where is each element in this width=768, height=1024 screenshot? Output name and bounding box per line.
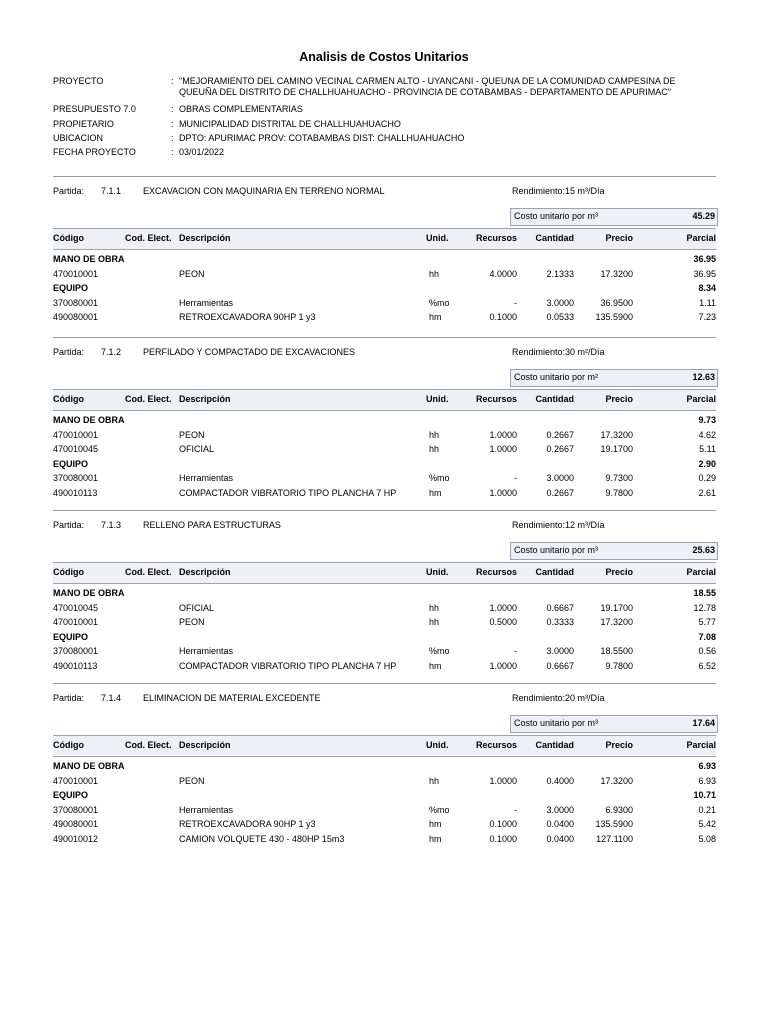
- item-recursos: -: [514, 297, 517, 308]
- column-header-cod-elect: Cod. Elect.: [125, 233, 172, 243]
- column-header-cantidad: Cantidad: [535, 394, 574, 404]
- group-total: 36.95: [693, 254, 716, 264]
- item-code: 490010113: [53, 661, 98, 671]
- partida-separator: [53, 176, 716, 177]
- unit-cost-box: [510, 369, 718, 387]
- item-description: PEON: [179, 775, 205, 786]
- group-name: EQUIPO: [53, 283, 89, 294]
- column-header-unid: Unid.: [426, 740, 449, 750]
- item-unit: %mo: [429, 297, 450, 308]
- partida-number: 7.1.4: [101, 693, 122, 703]
- item-recursos: 1.0000: [489, 775, 517, 786]
- item-description: PEON: [179, 429, 205, 440]
- partida-description: PERFILADO Y COMPACTADO DE EXCAVACIONES: [143, 347, 356, 357]
- item-recursos: 0.1000: [489, 312, 517, 323]
- partida-label: Partida:: [53, 520, 85, 530]
- column-header-descripcion: Descripción: [179, 233, 231, 243]
- item-code: 490080001: [53, 819, 99, 830]
- item-code: 470010001: [53, 268, 99, 279]
- item-precio: 9.7800: [605, 661, 633, 671]
- column-header-cantidad: Cantidad: [535, 740, 574, 750]
- header-value: OBRAS COMPLEMENTARIAS: [179, 104, 303, 114]
- group-total: 10.71: [693, 790, 716, 801]
- item-recursos: -: [514, 804, 517, 815]
- group-total: 7.08: [698, 631, 716, 642]
- table-header: [53, 389, 716, 411]
- item-recursos: 0.5000: [489, 617, 517, 628]
- column-header-codigo: Código: [53, 740, 84, 750]
- partida-separator: [53, 683, 716, 684]
- item-code: 470010045: [53, 444, 99, 455]
- group-total: 2.90: [698, 458, 716, 469]
- item-description: COMPACTADOR VIBRATORIO TIPO PLANCHA 7 HP: [179, 488, 397, 498]
- partida-label: Partida:: [53, 693, 85, 703]
- header-row: [53, 104, 716, 116]
- partida-rendimiento: Rendimiento:12 m³/Día: [512, 520, 605, 530]
- item-parcial: 0.29: [698, 473, 716, 484]
- item-description: RETROEXCAVADORA 90HP 1 y3: [179, 819, 316, 830]
- page-title: Analisis de Costos Unitarios: [299, 50, 469, 64]
- unit-cost-value: 25.63: [692, 545, 715, 555]
- item-cantidad: 3.0000: [546, 646, 574, 657]
- column-header-parcial: Parcial: [686, 567, 716, 577]
- item-recursos: 1.0000: [489, 444, 517, 455]
- item-parcial: 0.56: [698, 646, 716, 657]
- item-unit: hm: [429, 834, 442, 844]
- item-code: 370080001: [53, 297, 99, 308]
- item-cantidad: 0.0533: [546, 312, 574, 323]
- item-description: Herramientas: [179, 804, 234, 815]
- group-name: EQUIPO: [53, 458, 89, 469]
- item-description: CAMION VOLQUETE 430 - 480HP 15m3: [179, 834, 345, 844]
- item-precio: 19.1700: [600, 602, 633, 613]
- item-recursos: 1.0000: [489, 429, 517, 440]
- item-parcial: 36.95: [693, 268, 716, 279]
- item-unit: hm: [429, 661, 442, 671]
- unit-cost-value: 17.64: [692, 718, 715, 728]
- table-header: [53, 228, 716, 250]
- item-code: 370080001: [53, 473, 99, 484]
- header-label: UBICACION: [53, 133, 104, 143]
- header-value: MUNICIPALIDAD DISTRITAL DE CHALLHUAHUACHO: [179, 119, 401, 129]
- column-header-precio: Precio: [605, 740, 633, 750]
- column-header-precio: Precio: [605, 567, 633, 577]
- group-name: MANO DE OBRA: [53, 588, 125, 598]
- header-colon: :: [171, 119, 174, 129]
- partida-number: 7.1.1: [101, 186, 122, 196]
- item-description: RETROEXCAVADORA 90HP 1 y3: [179, 312, 316, 323]
- column-header-unid: Unid.: [426, 567, 449, 577]
- item-description: COMPACTADOR VIBRATORIO TIPO PLANCHA 7 HP: [179, 661, 397, 671]
- item-code: 490010012: [53, 834, 99, 844]
- item-unit: hh: [429, 444, 440, 455]
- item-cantidad: 3.0000: [546, 473, 574, 484]
- item-unit: hh: [429, 602, 440, 613]
- partida-number: 7.1.3: [101, 520, 122, 530]
- item-precio: 135.5900: [595, 312, 633, 323]
- item-cantidad: 0.2667: [546, 488, 574, 498]
- column-header-cod-elect: Cod. Elect.: [125, 567, 172, 577]
- group-total: 18.55: [693, 588, 716, 598]
- unit-cost-box: [510, 208, 718, 226]
- item-cantidad: 2.1333: [546, 268, 574, 279]
- item-code: 470010001: [53, 775, 99, 786]
- item-description: PEON: [179, 617, 205, 628]
- unit-cost-value: 45.29: [692, 211, 715, 221]
- unit-cost-label: Costo unitario por m²: [514, 372, 599, 382]
- item-description: Herramientas: [179, 473, 234, 484]
- header-value: 03/01/2022: [179, 147, 225, 157]
- item-description: OFICIAL: [179, 444, 215, 455]
- header-colon: :: [171, 76, 174, 86]
- item-cantidad: 3.0000: [546, 297, 574, 308]
- item-unit: hh: [429, 268, 440, 279]
- item-recursos: 0.1000: [489, 834, 517, 844]
- partida-description: RELLENO PARA ESTRUCTURAS: [143, 520, 281, 530]
- header-label: PROYECTO: [53, 76, 104, 86]
- column-header-precio: Precio: [605, 394, 633, 404]
- item-unit: %mo: [429, 646, 450, 657]
- unit-cost-value: 12.63: [692, 372, 715, 382]
- column-header-parcial: Parcial: [686, 394, 716, 404]
- group-name: MANO DE OBRA: [53, 254, 125, 264]
- item-parcial: 5.42: [698, 819, 716, 830]
- column-header-descripcion: Descripción: [179, 394, 231, 404]
- item-unit: hm: [429, 819, 442, 830]
- item-unit: hm: [429, 488, 442, 498]
- partida-rendimiento: Rendimiento:20 m³/Día: [512, 693, 605, 703]
- column-header-unid: Unid.: [426, 233, 449, 243]
- item-precio: 17.3200: [600, 775, 633, 786]
- header-row: [53, 133, 716, 145]
- table-header: [53, 735, 716, 757]
- column-header-cantidad: Cantidad: [535, 233, 574, 243]
- column-header-parcial: Parcial: [686, 740, 716, 750]
- item-description: Herramientas: [179, 297, 234, 308]
- item-precio: 135.5900: [595, 819, 633, 830]
- item-parcial: 6.52: [698, 661, 716, 671]
- item-parcial: 5.77: [698, 617, 716, 628]
- item-precio: 18.5500: [600, 646, 633, 657]
- column-header-cod-elect: Cod. Elect.: [125, 740, 172, 750]
- group-name: EQUIPO: [53, 631, 89, 642]
- item-parcial: 7.23: [698, 312, 716, 323]
- table-header: [53, 562, 716, 584]
- partida-separator: [53, 510, 716, 511]
- item-precio: 127.1100: [596, 834, 633, 844]
- item-cantidad: 0.4000: [546, 775, 574, 786]
- group-name: EQUIPO: [53, 790, 89, 801]
- item-code: 490010113: [53, 488, 98, 498]
- column-header-codigo: Código: [53, 394, 84, 404]
- item-recursos: 1.0000: [489, 488, 517, 498]
- item-cantidad: 0.6667: [546, 602, 574, 613]
- item-cantidad: 0.2667: [546, 429, 574, 440]
- column-header-descripcion: Descripción: [179, 567, 231, 577]
- header-label: FECHA PROYECTO: [53, 147, 136, 157]
- header-value: DPTO: APURIMAC PROV: COTABAMBAS DIST: CHALLHUAHUACHO: [179, 133, 465, 143]
- column-header-descripcion: Descripción: [179, 740, 231, 750]
- item-parcial: 12.78: [693, 602, 716, 613]
- item-parcial: 2.61: [698, 488, 716, 498]
- partida-number: 7.1.2: [101, 347, 122, 357]
- column-header-cantidad: Cantidad: [535, 567, 574, 577]
- column-header-codigo: Código: [53, 567, 84, 577]
- partida-label: Partida:: [53, 347, 85, 357]
- unit-cost-box: [510, 542, 718, 560]
- group-total: 8.34: [698, 283, 716, 294]
- item-unit: %mo: [429, 473, 450, 484]
- column-header-recursos: Recursos: [475, 740, 517, 750]
- column-header-cod-elect: Cod. Elect.: [125, 394, 172, 404]
- column-header-codigo: Código: [53, 233, 84, 243]
- item-code: 470010001: [53, 429, 99, 440]
- item-unit: %mo: [429, 804, 450, 815]
- item-parcial: 5.11: [699, 444, 716, 455]
- item-unit: hh: [429, 617, 440, 628]
- item-parcial: 4.62: [698, 429, 716, 440]
- column-header-parcial: Parcial: [686, 233, 716, 243]
- item-precio: 36.9500: [600, 297, 633, 308]
- item-description: PEON: [179, 268, 205, 279]
- header-value: "MEJORAMIENTO DEL CAMINO VECINAL CARMEN ALTO - UYANCANI - QUEUNA DE LA COMUNIDAD CAMPESINA DE QUEUÑA DEL DISTRITO DE CHALLHUAHUACHO - PROVINCIA DE COTABAMBAS - DEPARTAMENTO DE APURIMAC": [179, 76, 676, 97]
- item-recursos: -: [514, 646, 517, 657]
- item-recursos: 1.0000: [489, 602, 517, 613]
- header-label: PRESUPUESTO 7.0: [53, 104, 136, 114]
- item-parcial: 6.93: [698, 775, 716, 786]
- column-header-recursos: Recursos: [475, 567, 517, 577]
- item-precio: 6.9300: [605, 804, 633, 815]
- item-precio: 17.3200: [600, 429, 633, 440]
- item-parcial: 5.08: [698, 834, 716, 844]
- item-unit: hh: [429, 429, 440, 440]
- group-total: 9.73: [698, 415, 716, 425]
- column-header-recursos: Recursos: [475, 233, 517, 243]
- group-name: MANO DE OBRA: [53, 761, 125, 771]
- header-colon: :: [171, 104, 174, 114]
- partida-label: Partida:: [53, 186, 85, 196]
- item-code: 470010045: [53, 602, 99, 613]
- item-cantidad: 0.3333: [546, 617, 574, 628]
- item-description: OFICIAL: [179, 602, 215, 613]
- item-precio: 17.3200: [600, 268, 633, 279]
- partida-separator: [53, 337, 716, 338]
- item-precio: 19.1700: [600, 444, 633, 455]
- item-recursos: 1.0000: [489, 661, 517, 671]
- partida-description: ELIMINACION DE MATERIAL EXCEDENTE: [143, 693, 321, 703]
- item-cantidad: 0.2667: [546, 444, 574, 455]
- header-label: PROPIETARIO: [53, 119, 114, 129]
- header-row: [53, 147, 716, 159]
- item-precio: 17.3200: [600, 617, 633, 628]
- unit-cost-box: [510, 715, 718, 733]
- item-code: 470010001: [53, 617, 99, 628]
- header-colon: :: [171, 147, 174, 157]
- unit-cost-label: Costo unitario por m³: [514, 718, 599, 728]
- group-total: 6.93: [698, 761, 716, 771]
- group-name: MANO DE OBRA: [53, 415, 125, 425]
- item-recursos: 0.1000: [489, 819, 517, 830]
- item-code: 370080001: [53, 804, 99, 815]
- column-header-unid: Unid.: [426, 394, 449, 404]
- item-parcial: 0.21: [698, 804, 716, 815]
- item-unit: hh: [429, 775, 440, 786]
- column-header-recursos: Recursos: [475, 394, 517, 404]
- partida-rendimiento: Rendimiento:30 m²/Día: [512, 347, 605, 357]
- unit-cost-label: Costo unitario por m³: [514, 545, 599, 555]
- item-cantidad: 3.0000: [546, 804, 574, 815]
- item-parcial: 1.11: [699, 297, 716, 308]
- item-precio: 9.7300: [605, 473, 633, 484]
- header-row: [53, 76, 716, 100]
- item-code: 490080001: [53, 312, 99, 323]
- item-recursos: 4.0000: [489, 268, 517, 279]
- unit-cost-label: Costo unitario por m³: [514, 211, 599, 221]
- item-cantidad: 0.6667: [546, 661, 574, 671]
- header-row: [53, 119, 716, 131]
- item-cantidad: 0.0400: [546, 819, 574, 830]
- item-precio: 9.7800: [605, 488, 633, 498]
- item-code: 370080001: [53, 646, 99, 657]
- partida-description: EXCAVACION CON MAQUINARIA EN TERRENO NORMAL: [143, 186, 385, 196]
- item-cantidad: 0.0400: [546, 834, 574, 844]
- item-unit: hm: [429, 312, 442, 323]
- partida-rendimiento: Rendimiento:15 m³/Día: [512, 186, 605, 196]
- item-description: Herramientas: [179, 646, 234, 657]
- column-header-precio: Precio: [605, 233, 633, 243]
- item-recursos: -: [514, 473, 517, 484]
- header-colon: :: [171, 133, 174, 143]
